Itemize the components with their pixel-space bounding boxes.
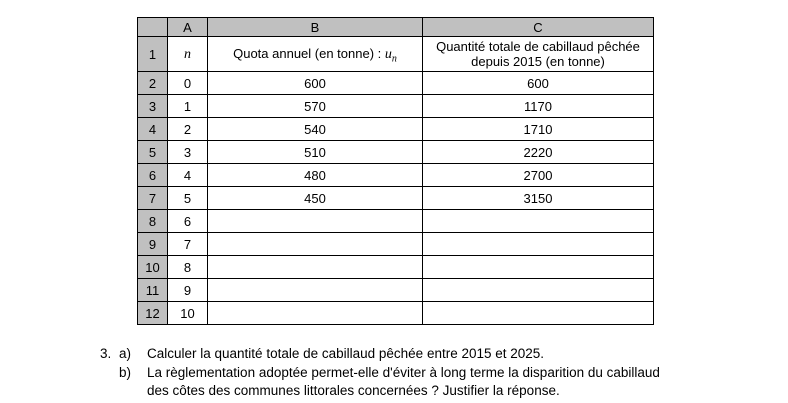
cell-quota: [208, 279, 423, 302]
cell-quota: [208, 210, 423, 233]
cell-n: 2: [168, 118, 208, 141]
cell-total: 1710: [423, 118, 654, 141]
cell-total: [423, 233, 654, 256]
cell-n: 1: [168, 95, 208, 118]
var-n: n: [184, 46, 191, 62]
cell-n: 5: [168, 187, 208, 210]
spreadsheet-table: [137, 17, 654, 325]
question-b: [100, 364, 660, 401]
row-number-cell: 1: [138, 37, 168, 72]
question-block: [100, 345, 660, 401]
row-number-cell: 12: [138, 302, 168, 325]
cell-total: 2700: [423, 164, 654, 187]
cell-n: 9: [168, 279, 208, 302]
question-number: 3.: [100, 346, 112, 361]
quota-label-text: Quota annuel (en tonne) :: [233, 45, 385, 61]
row-number-cell: 8: [138, 210, 168, 233]
row-number-cell: 11: [138, 279, 168, 302]
table-row: [138, 302, 654, 325]
cell-total: 600: [423, 72, 654, 95]
question-b-text: [147, 364, 660, 401]
cell-quota: [208, 302, 423, 325]
table-row: [138, 256, 654, 279]
row-number-cell: 2: [138, 72, 168, 95]
cell-n: 10: [168, 302, 208, 325]
cell-quota: [208, 233, 423, 256]
question-a-label: a): [119, 346, 132, 361]
cell-n: 6: [168, 210, 208, 233]
cell-n: 8: [168, 256, 208, 279]
cell-quota: 540: [208, 118, 423, 141]
cell-quota: 480: [208, 164, 423, 187]
cell-total: [423, 302, 654, 325]
cell-total: [423, 279, 654, 302]
column-header-b: B: [208, 18, 423, 37]
column-header-row: [138, 18, 654, 37]
row-number-cell: 9: [138, 233, 168, 256]
table-row: [138, 72, 654, 95]
row-number-cell: 6: [138, 164, 168, 187]
table-row: [138, 118, 654, 141]
cell-total: 3150: [423, 187, 654, 210]
question-b-label: b): [119, 364, 132, 380]
cell-total: 1170: [423, 95, 654, 118]
var-u: u: [384, 46, 392, 62]
corner-cell: [138, 18, 168, 37]
cell-total: [423, 210, 654, 233]
cell-quota: [208, 256, 423, 279]
cell-n: 3: [168, 141, 208, 164]
table-row: [138, 164, 654, 187]
table-row: [138, 210, 654, 233]
var-u-subscript: n: [391, 53, 397, 65]
question-b-line1: La règlementation adoptée permet-elle d'éviter à long terme la disparition du cabillaud: [147, 364, 660, 380]
row-number-cell: 10: [138, 256, 168, 279]
cell-quota: 510: [208, 141, 423, 164]
row-number-cell: 5: [138, 141, 168, 164]
cell-total: [423, 256, 654, 279]
table-row: [138, 37, 654, 72]
cell-total: 2220: [423, 141, 654, 164]
cell-n: 4: [168, 164, 208, 187]
table-row: [138, 95, 654, 118]
question-a-text: Calculer la quantité totale de cabillaud pêchée entre 2015 et 2025.: [147, 346, 545, 361]
question-b-line2: des côtes des communes littorales concernées ? Justifier la réponse.: [147, 383, 560, 398]
cell-quota: 450: [208, 187, 423, 210]
cell-n: 7: [168, 233, 208, 256]
table-row: [138, 279, 654, 302]
question-a: [100, 345, 660, 364]
cell-total-label: Quantité totale de cabillaud pêchée depuis 2015 (en tonne): [423, 37, 654, 72]
row-number-cell: 4: [138, 118, 168, 141]
column-header-a: A: [168, 18, 208, 37]
column-header-c: C: [423, 18, 654, 37]
cell-n: 0: [168, 72, 208, 95]
cell-n-label: [168, 37, 208, 72]
cell-quota: 600: [208, 72, 423, 95]
cell-quota-label: [208, 37, 423, 72]
cell-quota: 570: [208, 95, 423, 118]
table-row: [138, 233, 654, 256]
row-number-cell: 7: [138, 187, 168, 210]
table-row: [138, 187, 654, 210]
table-row: [138, 141, 654, 164]
row-number-cell: 3: [138, 95, 168, 118]
